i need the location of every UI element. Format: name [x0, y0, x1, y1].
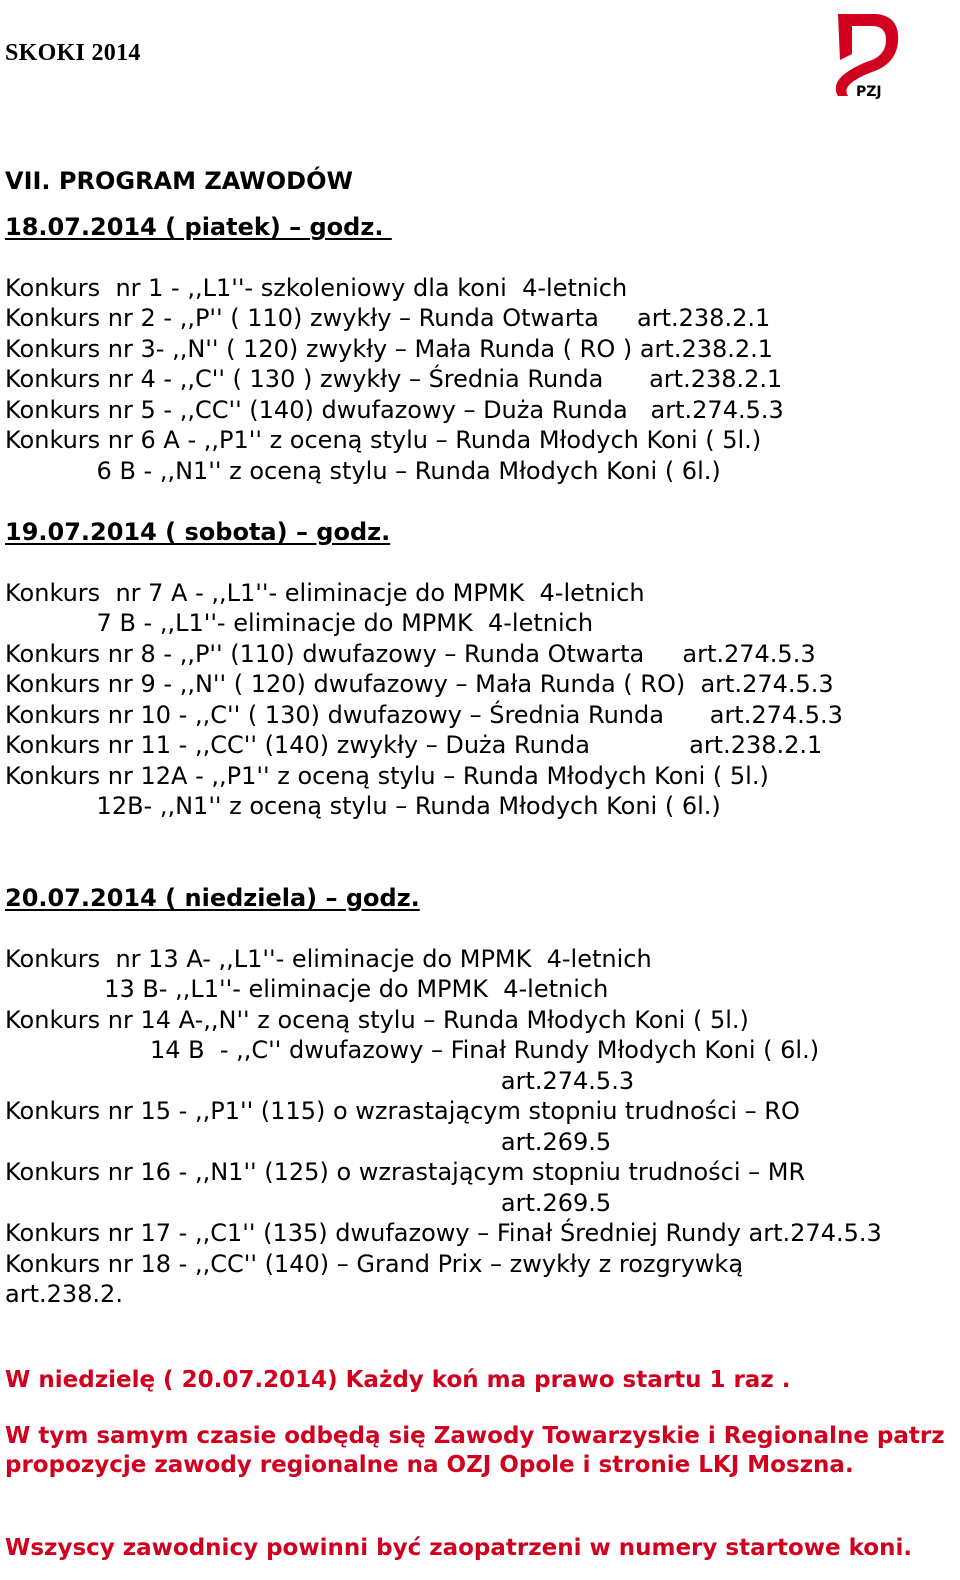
schedule-line: Konkurs nr 5 - ,,CC'' (140) dwufazowy – Duża Runda art.274.5.3 [5, 396, 784, 424]
schedule-line: Konkurs nr 6 A - ,,P1'' z oceną stylu – Runda Młodych Koni ( 5l.) [5, 426, 762, 454]
schedule-line: Konkurs nr 4 - ,,C'' ( 130 ) zwykły – Średnia Runda art.238.2.1 [5, 365, 783, 393]
schedule-line: art.274.5.3 [5, 1067, 635, 1095]
day-heading: 18.07.2014 ( piatek) – godz. [5, 213, 392, 241]
schedule-line: Konkurs nr 7 A - ,,L1''- eliminacje do MPMK 4-letnich [5, 579, 645, 607]
schedule-line: Konkurs nr 12A - ,,P1'' z oceną stylu – Runda Młodych Koni ( 5l.) [5, 762, 769, 790]
schedule-line: Konkurs nr 18 - ,,CC'' (140) – Grand Prix – zwykły z rozgrywką [5, 1250, 744, 1278]
pzj-logo [828, 8, 908, 100]
schedule-line: Konkurs nr 10 - ,,C'' ( 130) dwufazowy – Średnia Runda art.274.5.3 [5, 701, 843, 729]
regional-note-line-2: propozycje zawody regionalne na OZJ Opole i stronie LKJ Moszna. [5, 1452, 854, 1478]
schedule-line: 6 B - ,,N1'' z oceną stylu – Runda Młodych Koni ( 6l.) [5, 457, 721, 485]
schedule-line: Konkurs nr 8 - ,,P'' (110) dwufazowy – Runda Otwarta art.274.5.3 [5, 640, 816, 668]
section-title: VII. PROGRAM ZAWODÓW [5, 167, 353, 195]
schedule-line: Konkurs nr 17 - ,,C1'' (135) dwufazowy – Finał Średniej Rundy art.274.5.3 [5, 1219, 882, 1247]
header-title: SKOKI 2014 [5, 40, 141, 66]
schedule-line: Konkurs nr 16 - ,,N1'' (125) o wzrastającym stopniu trudności – MR [5, 1158, 806, 1186]
day-heading: 19.07.2014 ( sobota) – godz. [5, 518, 391, 546]
day-heading: 20.07.2014 ( niedziela) – godz. [5, 884, 420, 912]
schedule-line: 7 B - ,,L1''- eliminacje do MPMK 4-letnich [5, 609, 594, 637]
logo-text: PZJ [856, 84, 882, 100]
schedule-line: Konkurs nr 13 A- ,,L1''- eliminacje do MPMK 4-letnich [5, 945, 652, 973]
regional-note-line-1: W tym samym czasie odbędą się Zawody Towarzyskie i Regionalne patrz [5, 1423, 945, 1449]
start-numbers-note: Wszyscy zawodnicy powinni być zaopatrzeni w numery startowe koni. [5, 1535, 913, 1561]
schedule-line: art.269.5 [5, 1189, 612, 1217]
schedule-line: Konkurs nr 3- ,,N'' ( 120) zwykły – Mała Runda ( RO ) art.238.2.1 [5, 335, 774, 363]
schedule-line: art.269.5 [5, 1128, 612, 1156]
schedule-line: 14 B - ,,C'' dwufazowy – Finał Rundy Młodych Koni ( 6l.) [5, 1036, 820, 1064]
schedule-line: Konkurs nr 14 A-,,N'' z oceną stylu – Runda Młodych Koni ( 5l.) [5, 1006, 749, 1034]
schedule-line: 12B- ,,N1'' z oceną stylu – Runda Młodych Koni ( 6l.) [5, 792, 721, 820]
sunday-note: W niedzielę ( 20.07.2014) Każdy koń ma prawo startu 1 raz . [5, 1367, 791, 1393]
schedule-line: 13 B- ,,L1''- eliminacje do MPMK 4-letnich [5, 975, 609, 1003]
schedule-line: Konkurs nr 9 - ,,N'' ( 120) dwufazowy – Mała Runda ( RO) art.274.5.3 [5, 670, 834, 698]
schedule-line: art.238.2. [5, 1280, 123, 1308]
schedule-line: Konkurs nr 15 - ,,P1'' (115) o wzrastającym stopniu trudności – RO [5, 1097, 800, 1125]
schedule-line: Konkurs nr 1 - ,,L1''- szkoleniowy dla koni 4-letnich [5, 274, 628, 302]
schedule-line: Konkurs nr 11 - ,,CC'' (140) zwykły – Duża Runda art.238.2.1 [5, 731, 823, 759]
schedule-line: Konkurs nr 2 - ,,P'' ( 110) zwykły – Runda Otwarta art.238.2.1 [5, 304, 771, 332]
